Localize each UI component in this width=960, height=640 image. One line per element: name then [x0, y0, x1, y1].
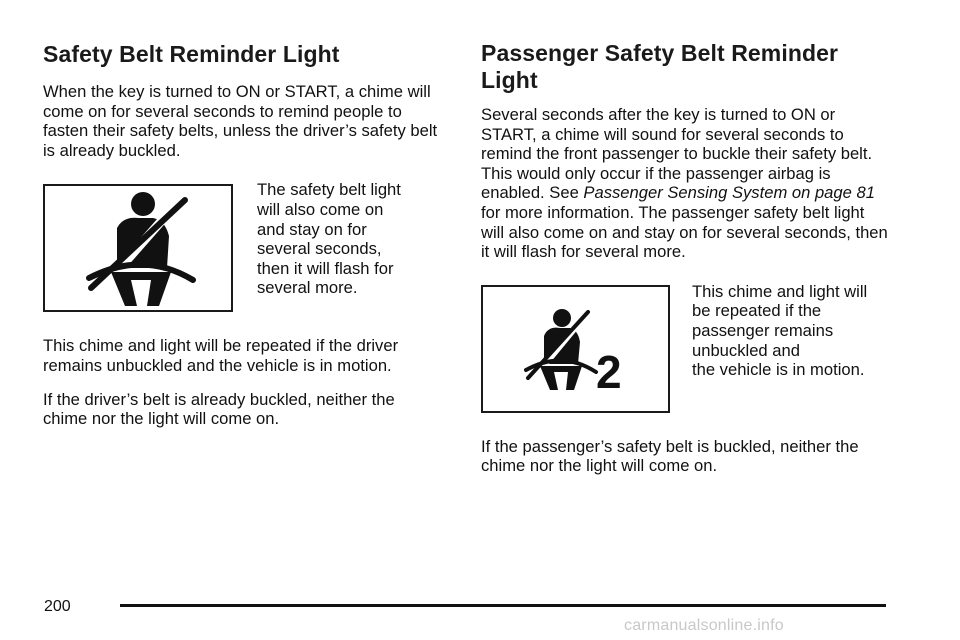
watermark: carmanualsonline.info [624, 617, 784, 634]
icon-text-line: the vehicle is in motion. [692, 360, 865, 380]
right-column [481, 40, 901, 476]
paragraph-text: Several seconds after the key is turned to ON or START, a chime will sound for several seconds to remind the front passenger to buckle their safety belt. This would only occur if the passenger airbag is enabled. See [481, 105, 873, 203]
safety-belt-icon-row [43, 180, 453, 312]
passenger-number-label: 2 [595, 345, 622, 394]
repeat-paragraph: This chime and light will be repeated if the driver remains unbuckled and the vehicle is in motion. [43, 336, 399, 375]
icon-text-line: then it will flash for [257, 258, 394, 278]
passenger-icon-text [692, 282, 867, 380]
icon-text-line: and stay on for [257, 219, 367, 239]
intro-paragraph: When the key is turned to ON or START, a chime will come on for several seconds to remind people to fasten their safety belts, unless the driver’s safety belt is already buckled. [43, 82, 438, 160]
passenger-safety-belt-reminder-icon [516, 304, 636, 394]
buckled-paragraph: If the driver’s belt is already buckled, neither the chime nor the light will come on. [43, 389, 395, 429]
safety-belt-icon-frame [43, 184, 233, 312]
footer-divider [120, 604, 886, 607]
heading-line-2: Light [481, 67, 538, 93]
passenger-reminder-heading [481, 40, 901, 94]
safety-belt-reminder-heading: Safety Belt Reminder Light [43, 41, 340, 67]
paragraph-text: for more information. The passenger safety belt light will also come on and stay on for several seconds, then it will flash for several more. [481, 202, 888, 262]
icon-text-line: several seconds, [257, 239, 382, 259]
icon-text-line: unbuckled and [692, 340, 800, 360]
passenger-buckled-paragraph: If the passenger’s safety belt is buckled, neither the chime nor the light will come on. [481, 436, 859, 476]
heading-line-1: Passenger Safety Belt Reminder [481, 40, 839, 66]
icon-text-line: The safety belt light [257, 180, 401, 200]
passenger-paragraph [481, 105, 891, 262]
safety-belt-reminder-icon [73, 188, 203, 308]
icon-text-line: passenger remains [692, 320, 834, 340]
page-number: 200 [44, 598, 71, 615]
icon-text-line: be repeated if the [692, 301, 822, 321]
icon-text-line: several more. [257, 278, 358, 298]
passenger-icon-frame [481, 285, 670, 413]
icon-text-line: This chime and light will [692, 281, 868, 301]
safety-belt-icon-text [257, 180, 401, 298]
passenger-icon-row [481, 282, 901, 413]
left-column [43, 40, 453, 429]
passenger-sensing-reference: Passenger Sensing System on page 81 [583, 183, 875, 203]
icon-text-line: will also come on [257, 199, 384, 219]
